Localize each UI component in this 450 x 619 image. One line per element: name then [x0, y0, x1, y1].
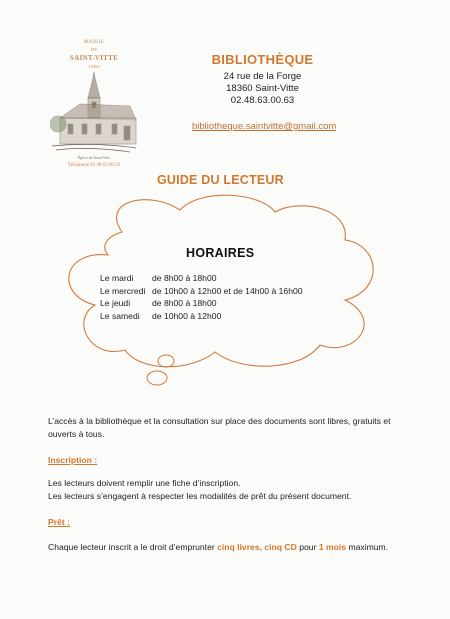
inscription-heading: Inscription : — [48, 455, 98, 465]
address-city: 18360 Saint-Vitte — [226, 83, 299, 94]
inscription-paragraph — [48, 477, 408, 503]
schedule-day: Le mercredi — [100, 286, 146, 296]
guide-title: GUIDE DU LECTEUR — [157, 173, 284, 187]
intro-paragraph: L’accès à la bibliothèque et la consultation sur place des documents sont libres, gratuits et ouverts à tous. — [48, 416, 391, 439]
pret-text: pour — [296, 542, 319, 552]
pret-heading: Prêt : — [48, 517, 70, 527]
logo-phone: Téléphone 02 48 63 00 63 — [67, 163, 121, 168]
pret-paragraph — [48, 541, 408, 554]
schedule-time: de 10h00 à 12h00 et de 14h00 à 16h00 — [152, 286, 303, 296]
logo-caption: Église de Saint-Vitte — [77, 155, 111, 160]
schedule-time: de 8h00 à 18h00 — [152, 298, 217, 308]
inscription-line: Les lecteurs s’engagent à respecter les modalités de prêt du présent document. — [48, 491, 352, 501]
schedule-time: de 8h00 à 18h00 — [152, 273, 217, 283]
logo-mairie-label: MAIRIE — [83, 40, 105, 45]
logo-zip: 18360 — [88, 64, 100, 69]
inscription-line: Les lecteurs doivent remplir une fiche d’inscription. — [48, 478, 241, 488]
schedule-day: Le jeudi — [100, 298, 131, 308]
email-link[interactable]: bibliotheque.saintvitte@gmail.com — [192, 121, 337, 132]
horaires-title: HORAIRES — [186, 246, 255, 260]
schedule-time: de 10h00 à 12h00 — [152, 311, 222, 321]
pret-highlight-items: cinq livres, cinq CD — [217, 542, 297, 552]
schedule-day: Le samedi — [100, 311, 140, 321]
pret-highlight-duration: 1 mois — [318, 542, 347, 552]
address-street: 24 rue de la Forge — [223, 71, 302, 82]
schedule-day: Le mardi — [100, 273, 134, 283]
logo-de-label: DE — [91, 47, 97, 52]
library-phone: 02.48.63.00.63 — [230, 95, 295, 106]
pret-text: maximum. — [346, 542, 389, 552]
library-title: BIBLIOTHÈQUE — [211, 52, 314, 67]
pret-text: Chaque lecteur inscrit a le droit d’emprunter — [48, 542, 218, 552]
logo-town-name: SAINT-VITTE — [69, 54, 119, 62]
